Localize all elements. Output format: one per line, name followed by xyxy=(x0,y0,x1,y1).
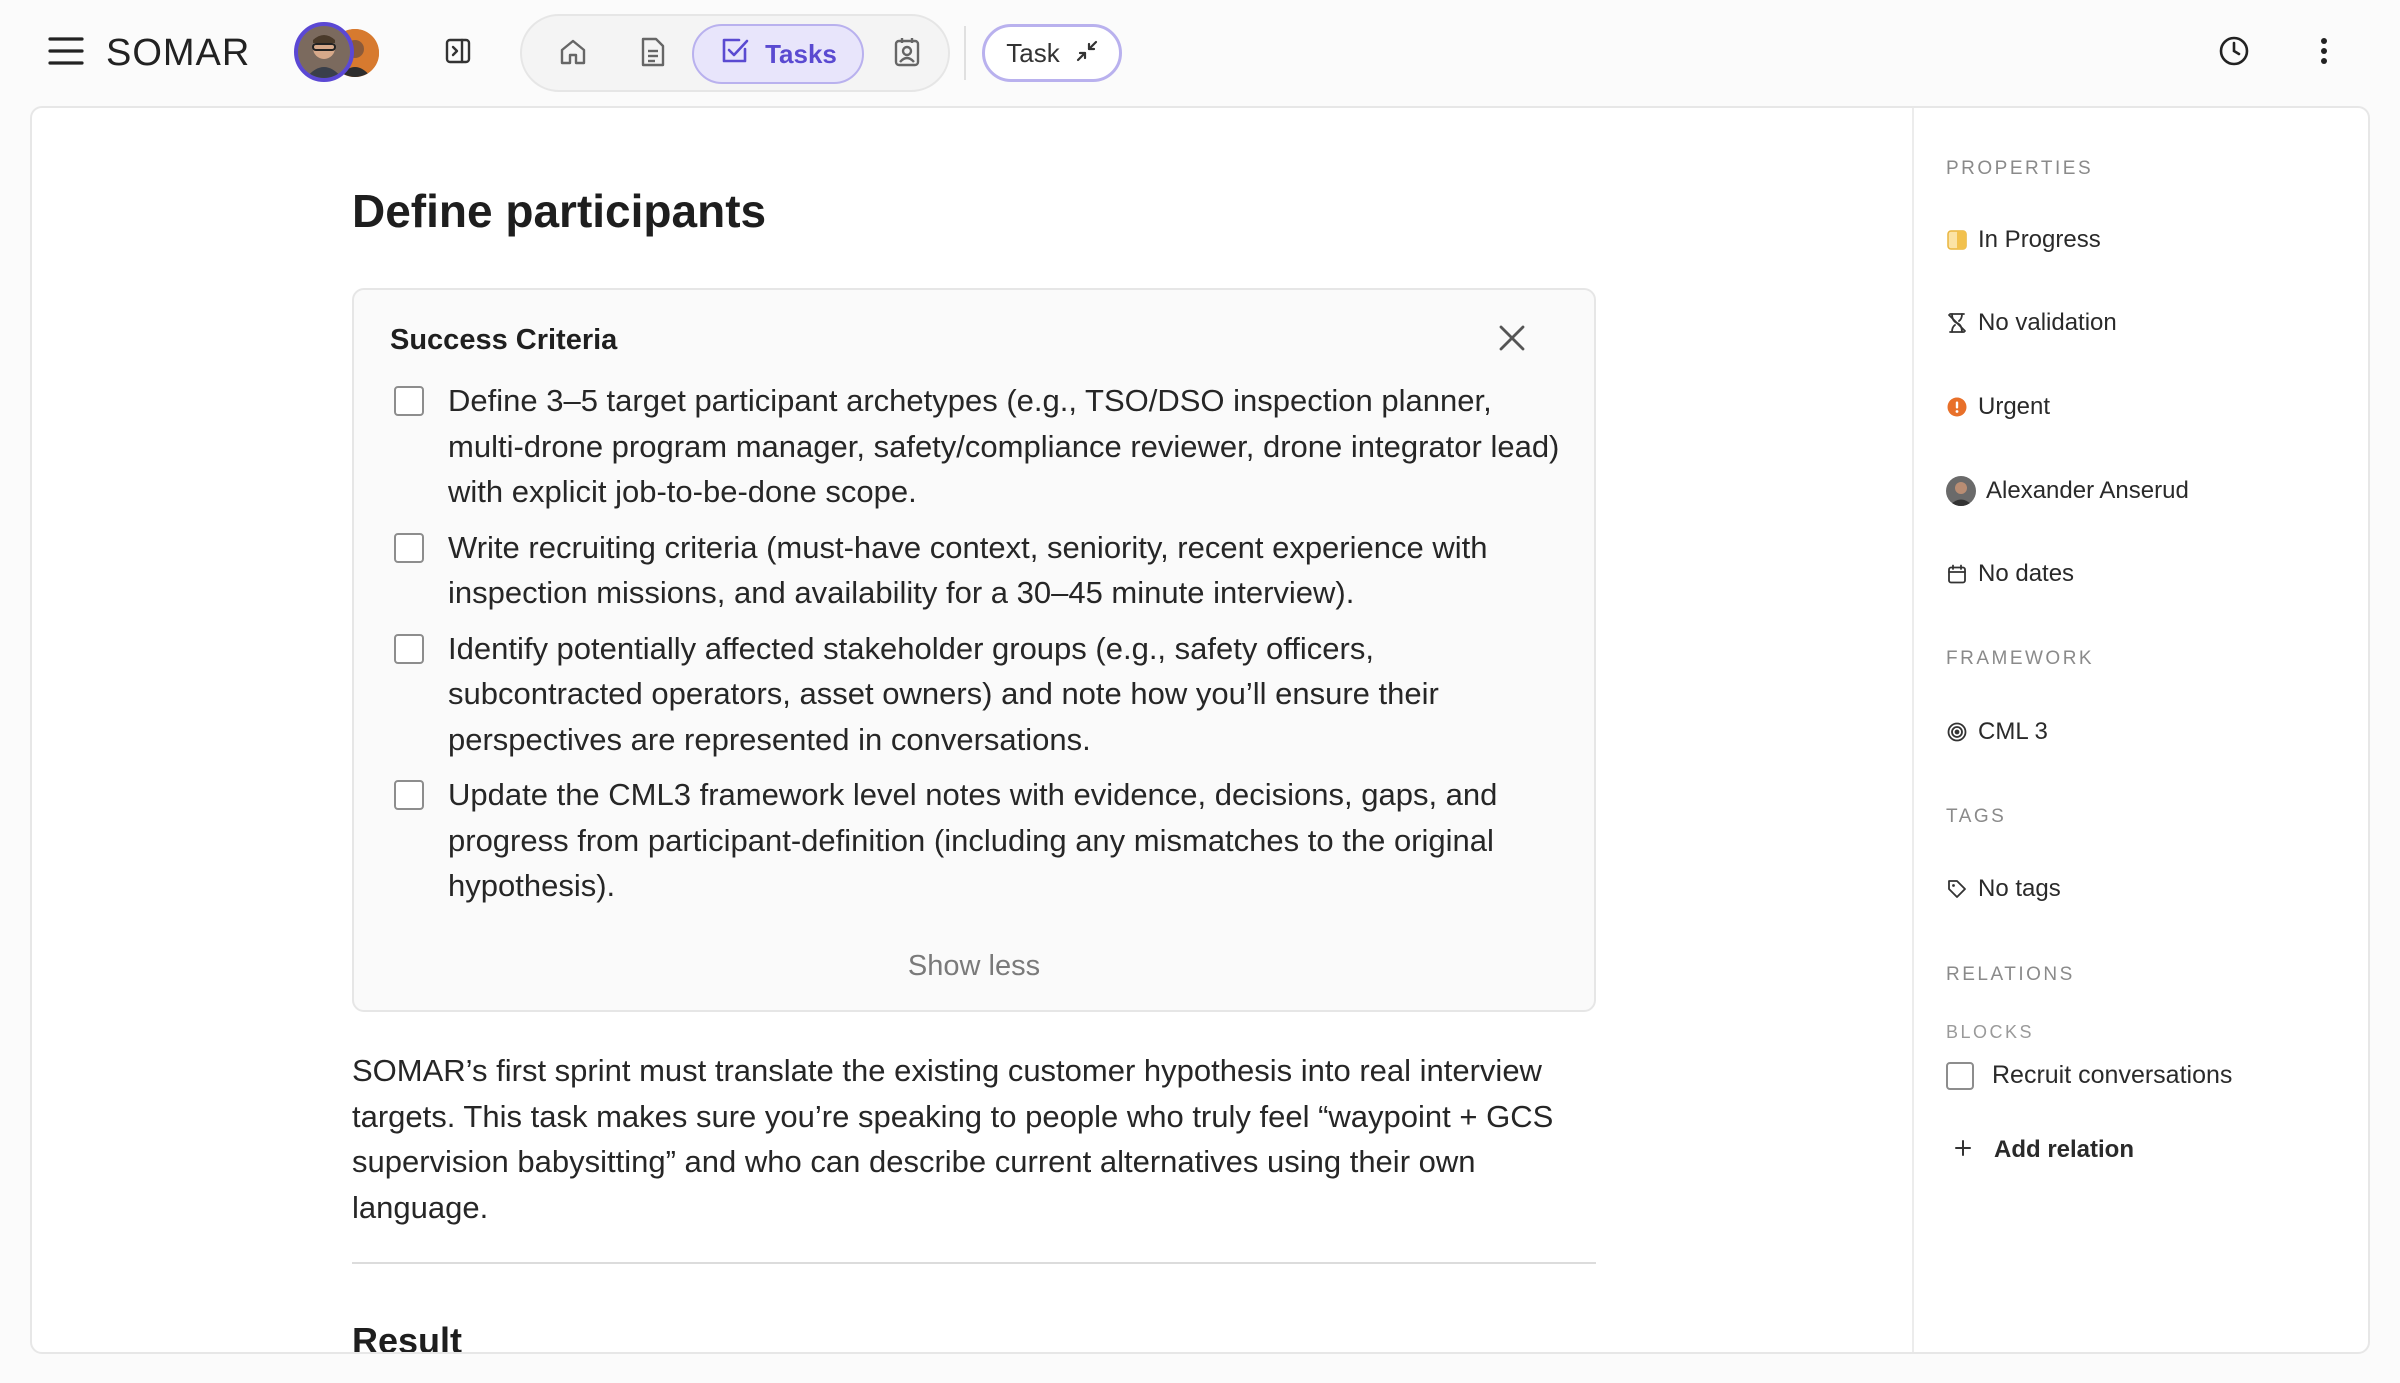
criteria-checkbox[interactable] xyxy=(394,386,424,416)
panel-toggle-icon xyxy=(444,37,472,70)
close-icon xyxy=(1498,324,1526,357)
status-value: In Progress xyxy=(1978,226,2101,253)
dates-property[interactable] xyxy=(1946,560,2074,588)
top-bar xyxy=(0,0,2400,106)
add-relation-button[interactable] xyxy=(1954,1136,2134,1164)
panel-toggle-button[interactable] xyxy=(430,25,486,81)
add-relation-label: Add relation xyxy=(1994,1136,2135,1163)
criteria-text: Write recruiting criteria (must-have context, seniority, recent experience with inspection missions, and availability for a 30–45 minute interview). xyxy=(448,529,1488,610)
calendar-icon xyxy=(1946,563,1968,585)
brand xyxy=(28,22,268,84)
nav-contacts[interactable] xyxy=(872,24,942,84)
tag-icon xyxy=(1946,878,1968,900)
target-icon xyxy=(1946,721,1968,743)
properties-sidebar xyxy=(1912,108,2370,1352)
main-nav xyxy=(520,14,950,92)
validation-value: No validation xyxy=(1978,309,2117,336)
success-criteria-heading: Success Criteria xyxy=(390,324,618,356)
contacts-icon xyxy=(892,36,922,73)
task-card xyxy=(30,106,2370,1354)
collaborator-avatars[interactable] xyxy=(294,22,394,84)
dates-value: No dates xyxy=(1978,560,2075,587)
assignee-property[interactable] xyxy=(1946,476,2189,506)
task-pill-label: Task xyxy=(1006,37,1060,68)
task-view-toggle[interactable] xyxy=(982,24,1122,82)
avatar[interactable] xyxy=(294,22,354,82)
section-divider xyxy=(352,1262,1596,1264)
properties-heading: PROPERTIES xyxy=(1946,158,2094,179)
tags-heading: TAGS xyxy=(1946,806,2007,827)
criteria-checkbox[interactable] xyxy=(394,634,424,664)
priority-property[interactable] xyxy=(1946,393,2050,421)
criteria-text: Define 3–5 target participant archetypes (e.g., TSO/DSO inspection planner, multi-drone program manager, safety/compliance reviewer, drone integrator lead) with explicit job-to-be-done scope. xyxy=(448,383,1560,509)
nav-documents[interactable] xyxy=(618,24,688,84)
relation-checkbox[interactable] xyxy=(1946,1062,1974,1090)
status-in-progress-icon xyxy=(1946,229,1968,251)
collapse-icon xyxy=(1076,38,1098,69)
task-description[interactable]: SOMAR’s first sprint must translate the existing customer hypothesis into real interview targets. This task makes sure you’re speaking to people who truly feel “waypoint + GCS supervision babysitting” and who can describe current alternatives using their own language. xyxy=(352,1053,1554,1225)
list-item xyxy=(394,525,1564,616)
task-content xyxy=(32,108,1912,1352)
list-item xyxy=(394,378,1564,515)
list-item xyxy=(394,626,1564,763)
assignee-value: Alexander Anserud xyxy=(1986,477,2189,504)
tags-value: No tags xyxy=(1978,875,2061,902)
nav-tasks-label: Tasks xyxy=(765,38,837,69)
framework-value: CML 3 xyxy=(1978,718,2048,745)
hourglass-off-icon xyxy=(1946,312,1968,334)
avatar xyxy=(1946,476,1976,506)
criteria-checkbox[interactable] xyxy=(394,780,424,810)
brand-name: SOMAR xyxy=(106,31,251,74)
relation-label: Recruit conversations xyxy=(1992,1061,2233,1089)
more-options-button[interactable] xyxy=(2296,25,2352,81)
criteria-text: Identify potentially affected stakeholder groups (e.g., safety officers, subcontracted operators, asset owners) and note how you’ll ensure their perspectives are represented in conversations. xyxy=(448,630,1439,757)
tags-property[interactable] xyxy=(1946,875,2061,903)
show-less-button[interactable]: Show less xyxy=(907,950,1041,982)
validation-property[interactable] xyxy=(1946,309,2117,337)
alert-circle-icon xyxy=(1946,396,1968,418)
criteria-text: Update the CML3 framework level notes with evidence, decisions, gaps, and progress from participant-definition (including any mismatches to the original hypothesis). xyxy=(448,777,1498,903)
menu-icon[interactable] xyxy=(48,36,84,71)
success-criteria-panel xyxy=(352,288,1596,1012)
nav-tasks[interactable] xyxy=(692,24,864,84)
more-vertical-icon xyxy=(2320,37,2328,70)
criteria-checkbox[interactable] xyxy=(394,533,424,563)
close-button[interactable] xyxy=(1492,320,1532,360)
document-icon xyxy=(638,36,668,73)
priority-value: Urgent xyxy=(1978,393,2051,420)
result-heading: Result xyxy=(352,1320,463,1352)
status-property[interactable] xyxy=(1946,226,2101,254)
framework-heading: FRAMEWORK xyxy=(1946,648,2095,669)
relations-heading: RELATIONS xyxy=(1946,964,2075,985)
blocks-heading: BLOCKS xyxy=(1946,1022,2035,1042)
criteria-list xyxy=(394,378,1564,919)
toolbar-divider xyxy=(964,26,966,80)
page-title[interactable]: Define participants xyxy=(352,185,767,237)
relation-item[interactable] xyxy=(1946,1061,2232,1090)
list-item xyxy=(394,772,1564,909)
history-clock-icon xyxy=(2218,35,2250,72)
framework-property[interactable] xyxy=(1946,718,2048,746)
home-icon xyxy=(557,36,589,73)
plus-icon xyxy=(1954,1136,1972,1164)
nav-home[interactable] xyxy=(538,24,608,84)
history-button[interactable] xyxy=(2206,25,2262,81)
tasks-check-icon xyxy=(719,35,751,74)
